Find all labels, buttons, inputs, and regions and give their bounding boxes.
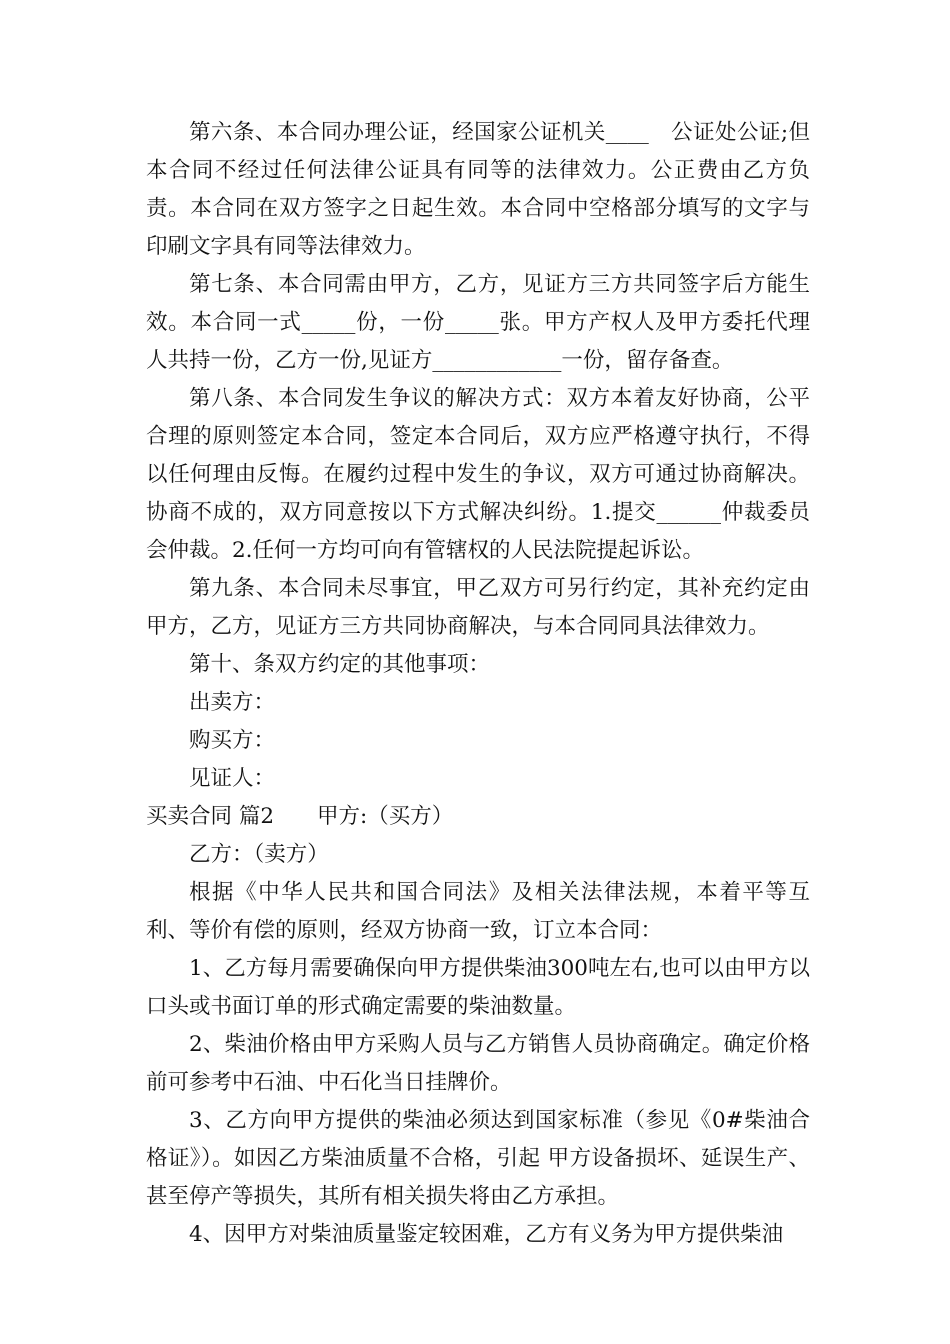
clause-3-paragraph: 3、乙方向甲方提供的柴油必须达到国家标准（参见《0#柴油合格证》）。如因乙方柴油质量不合格，引起 甲方设备损坏、延误生产、甚至停产等损失，其所有相关损失将由乙方承担。 bbox=[146, 1108, 810, 1209]
clause-4-paragraph: 4、因甲方对柴油质量鉴定较困难，乙方有义务为甲方提供柴油 bbox=[189, 1222, 784, 1247]
article-9-paragraph: 第九条、本合同未尽事宜，甲乙双方可另行约定，其补充约定由甲方，乙方，见证方三方共同协商解决，与本合同同具法律效力。 bbox=[146, 576, 810, 639]
article-8-paragraph: 第八条、本合同发生争议的解决方式：双方本着友好协商，公平合理的原则签定本合同，签定本合同后，双方应严格遵守执行，不得以任何理由反悔。在履约过程中发生的争议，双方可通过协商解决。协商不成的，双方同意按以下方式解决纠纷。1.提交______仲裁委员会仲裁。2.任何一方均可向有管辖权的人民法院提起诉讼。 bbox=[146, 386, 810, 563]
article-7-paragraph: 第七条、本合同需由甲方，乙方，见证方三方共同签字后方能生效。本合同一式_____份，一份_____张。甲方产权人及甲方委托代理人共持一份，乙方一份,见证方____________一份，留存备查。 bbox=[146, 272, 810, 373]
witness-signature-line: 见证人： bbox=[189, 766, 276, 791]
preamble-paragraph: 根据《中华人民共和国合同法》及相关法律法规，本着平等互利、等价有偿的原则，经双方协商一致，订立本合同： bbox=[146, 880, 810, 943]
clause-1-paragraph: 1、乙方每月需要确保向甲方提供柴油300吨左右,也可以由甲方以口头或书面订单的形式确定需要的柴油数量。 bbox=[146, 956, 810, 1019]
document-body bbox=[146, 114, 810, 1254]
seller-signature-line: 出卖方： bbox=[189, 690, 276, 715]
article-10-paragraph: 第十、条双方约定的其他事项： bbox=[189, 652, 491, 677]
buyer-signature-line: 购买方： bbox=[189, 728, 276, 753]
section-heading: 买卖合同 篇2 甲方:（买方） bbox=[146, 804, 454, 829]
clause-2-paragraph: 2、柴油价格由甲方采购人员与乙方销售人员协商确定。确定价格前可参考中石油、中石化当日挂牌价。 bbox=[146, 1032, 810, 1095]
party-b-line: 乙方：（卖方） bbox=[189, 842, 329, 867]
article-6-paragraph: 第六条、本合同办理公证，经国家公证机关____ 公证处公证;但本合同不经过任何法律公证具有同等的法律效力。公正费由乙方负责。本合同在双方签字之日起生效。本合同中空格部分填写的文字与印刷文字具有同等法律效力。 bbox=[146, 120, 810, 259]
